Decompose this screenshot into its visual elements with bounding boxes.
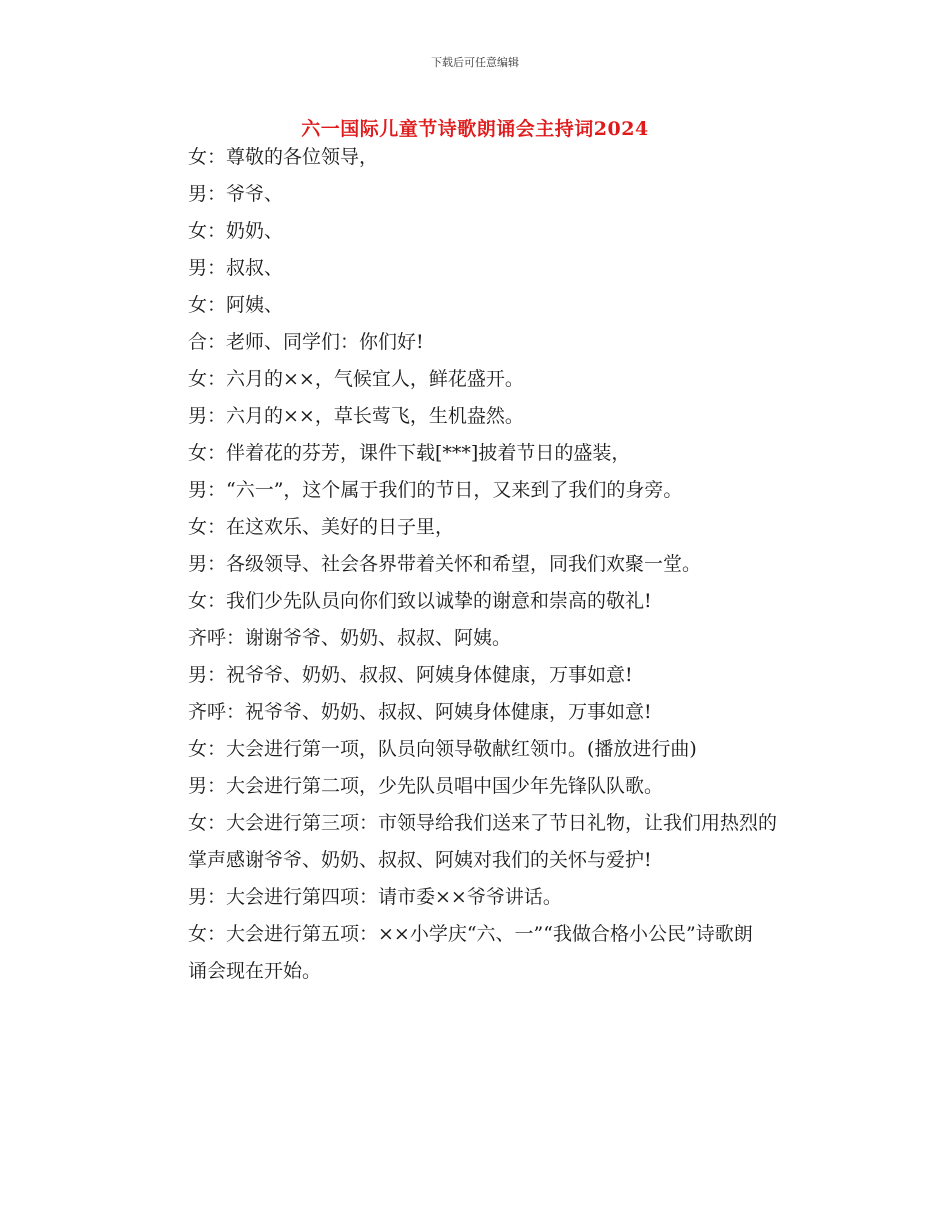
body-paragraph: 男：“六一”，这个属于我们的节日，又来到了我们的身旁。: [188, 479, 683, 501]
body-paragraph: 女：我们少先队员向你们致以诚挚的谢意和崇高的敬礼!: [188, 590, 652, 612]
body-paragraph: 女：六月的××，气候宜人，鲜花盛开。: [188, 368, 524, 390]
body-paragraph: 男：各级领导、社会各界带着关怀和希望，同我们欢聚一堂。: [188, 553, 702, 575]
body-paragraph: 男：大会进行第二项，少先队员唱中国少年先锋队队歌。: [188, 775, 664, 797]
body-paragraph: 女：阿姨、: [188, 294, 284, 316]
body-paragraph: 女：大会进行第一项，队员向领导敬献红领巾。(播放进行曲): [188, 738, 697, 760]
body-paragraph: 女：大会进行第三项：市领导给我们送来了节日礼物，让我们用热烈的: [188, 812, 778, 834]
body-paragraph: 女：大会进行第五项：××小学庆“六、一”“我做合格小公民”诗歌朗: [188, 923, 753, 945]
body-paragraph: 男：大会进行第四项：请市委××爷爷讲话。: [188, 886, 562, 908]
body-paragraph: 女：伴着花的芬芳，课件下载[***]披着节日的盛装，: [188, 442, 631, 464]
body-paragraph: 男：六月的××，草长莺飞，生机盎然。: [188, 405, 524, 427]
document-body: [142, 139, 802, 990]
body-paragraph: 诵会现在开始。: [188, 960, 322, 982]
body-paragraph: 男：祝爷爷、奶奶、叔叔、阿姨身体健康，万事如意!: [188, 664, 633, 686]
body-paragraph: 齐呼：谢谢爷爷、奶奶、叔叔、阿姨。: [188, 627, 512, 649]
body-paragraph: 合：老师、同学们：你们好!: [188, 331, 424, 353]
document-title: 六一国际儿童节诗歌朗诵会主持词2024: [301, 118, 649, 140]
body-paragraph: 男：叔叔、: [188, 257, 284, 279]
body-paragraph: 女：在这欢乐、美好的日子里，: [188, 516, 455, 538]
body-paragraph: 男：爷爷、: [188, 183, 284, 205]
body-paragraph: 女：奶奶、: [188, 220, 284, 242]
body-paragraph: 女：尊敬的各位领导，: [188, 146, 379, 168]
body-paragraph: 齐呼：祝爷爷、奶奶、叔叔、阿姨身体健康，万事如意!: [188, 701, 652, 723]
page-header-note: 下载后可任意编辑: [431, 56, 519, 69]
body-paragraph: 掌声感谢爷爷、奶奶、叔叔、阿姨对我们的关怀与爱护!: [188, 849, 652, 871]
